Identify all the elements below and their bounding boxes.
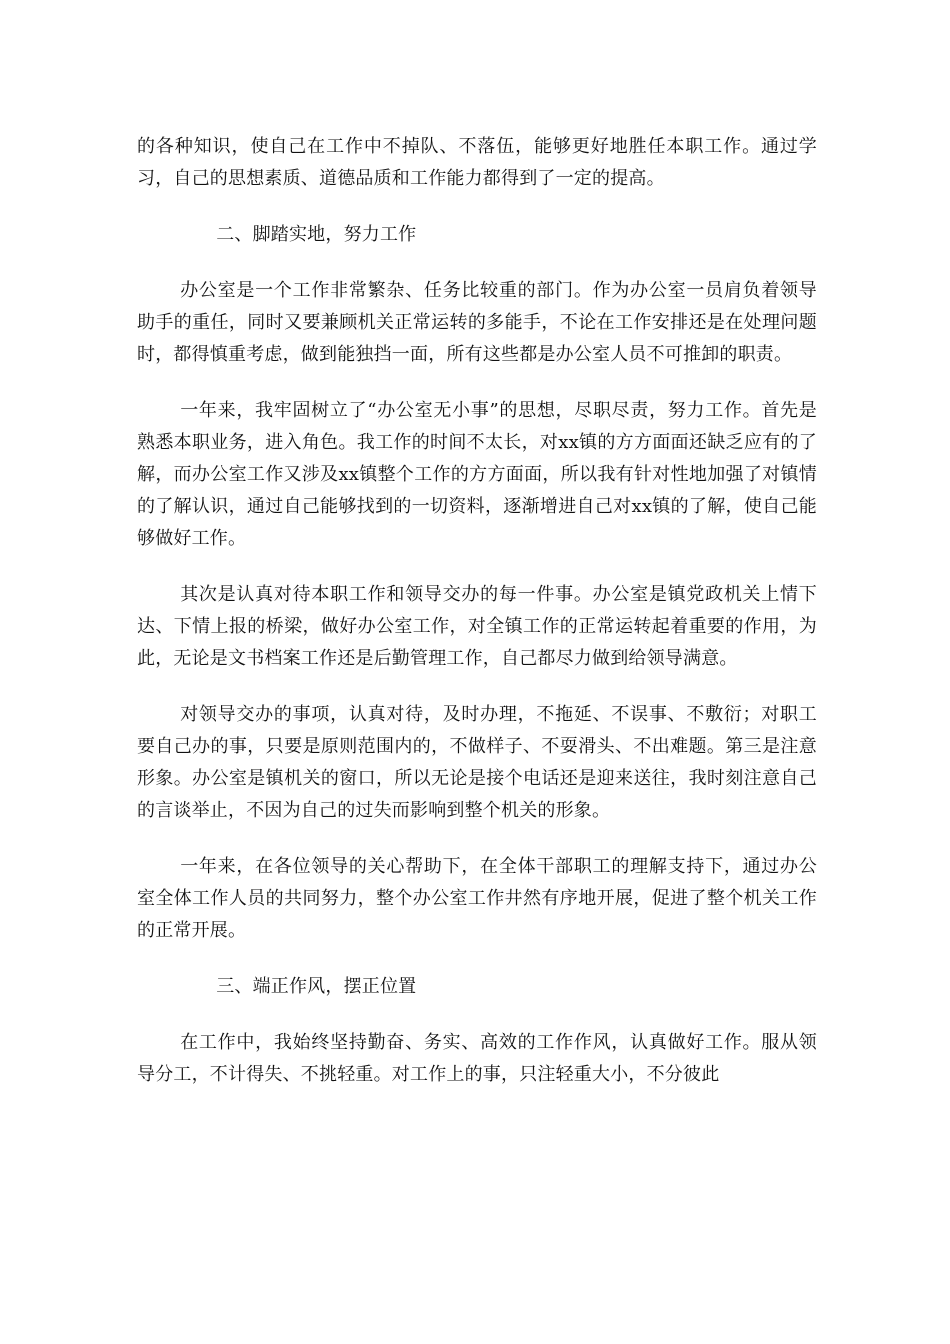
document-body	[137, 131, 817, 1115]
paragraph: 在工作中，我始终坚持勤奋、务实、高效的工作作风，认真做好工作。服从领导分工，不计得失、不挑轻重。对工作上的事，只注轻重大小，不分彼此	[137, 1032, 817, 1085]
paragraph: 一年来，在各位领导的关心帮助下，在全体干部职工的理解支持下，通过办公室全体工作人员的共同努力，整个办公室工作井然有序地开展，促进了整个机关工作的正常开展。	[137, 856, 817, 941]
paragraph-continuation: 的各种知识，使自己在工作中不掉队、不落伍，能够更好地胜任本职工作。通过学习，自己的思想素质、道德品质和工作能力都得到了一定的提高。	[137, 136, 817, 189]
paragraph: 其次是认真对待本职工作和领导交办的每一件事。办公室是镇党政机关上情下达、下情上报的桥梁，做好办公室工作，对全镇工作的正常运转起着重要的作用，为此，无论是文书档案工作还是后勤管理工作，自己都尽力做到给领导满意。	[137, 584, 817, 669]
paragraph: 对领导交办的事项，认真对待，及时办理，不拖延、不误事、不敷衍；对职工要自己办的事，只要是原则范围内的，不做样子、不耍滑头、不出难题。第三是注意形象。办公室是镇机关的窗口，所以无论是接个电话还是迎来送往，我时刻注意自己的言谈举止，不因为自己的过失而影响到整个机关的形象。	[137, 704, 817, 821]
paragraph: 一年来，我牢固树立了“办公室无小事”的思想，尽职尽责，努力工作。首先是熟悉本职业务，进入角色。我工作的时间不太长，对xx镇的方方面面还缺乏应有的了解，而办公室工作又涉及xx镇整个工作的方方面面，所以我有针对性地加强了对镇情的了解认识，通过自己能够找到的一切资料，逐渐增进自己对xx镇的了解，使自己能够做好工作。	[137, 400, 817, 549]
section-heading-2: 二、脚踏实地，努力工作	[216, 224, 417, 245]
section-heading-3: 三、端正作风，摆正位置	[216, 976, 417, 997]
paragraph: 办公室是一个工作非常繁杂、任务比较重的部门。作为办公室一员肩负着领导助手的重任，同时又要兼顾机关正常运转的多能手，不论在工作安排还是在处理问题时，都得慎重考虑，做到能独挡一面，所有这些都是办公室人员不可推卸的职责。	[137, 280, 817, 365]
